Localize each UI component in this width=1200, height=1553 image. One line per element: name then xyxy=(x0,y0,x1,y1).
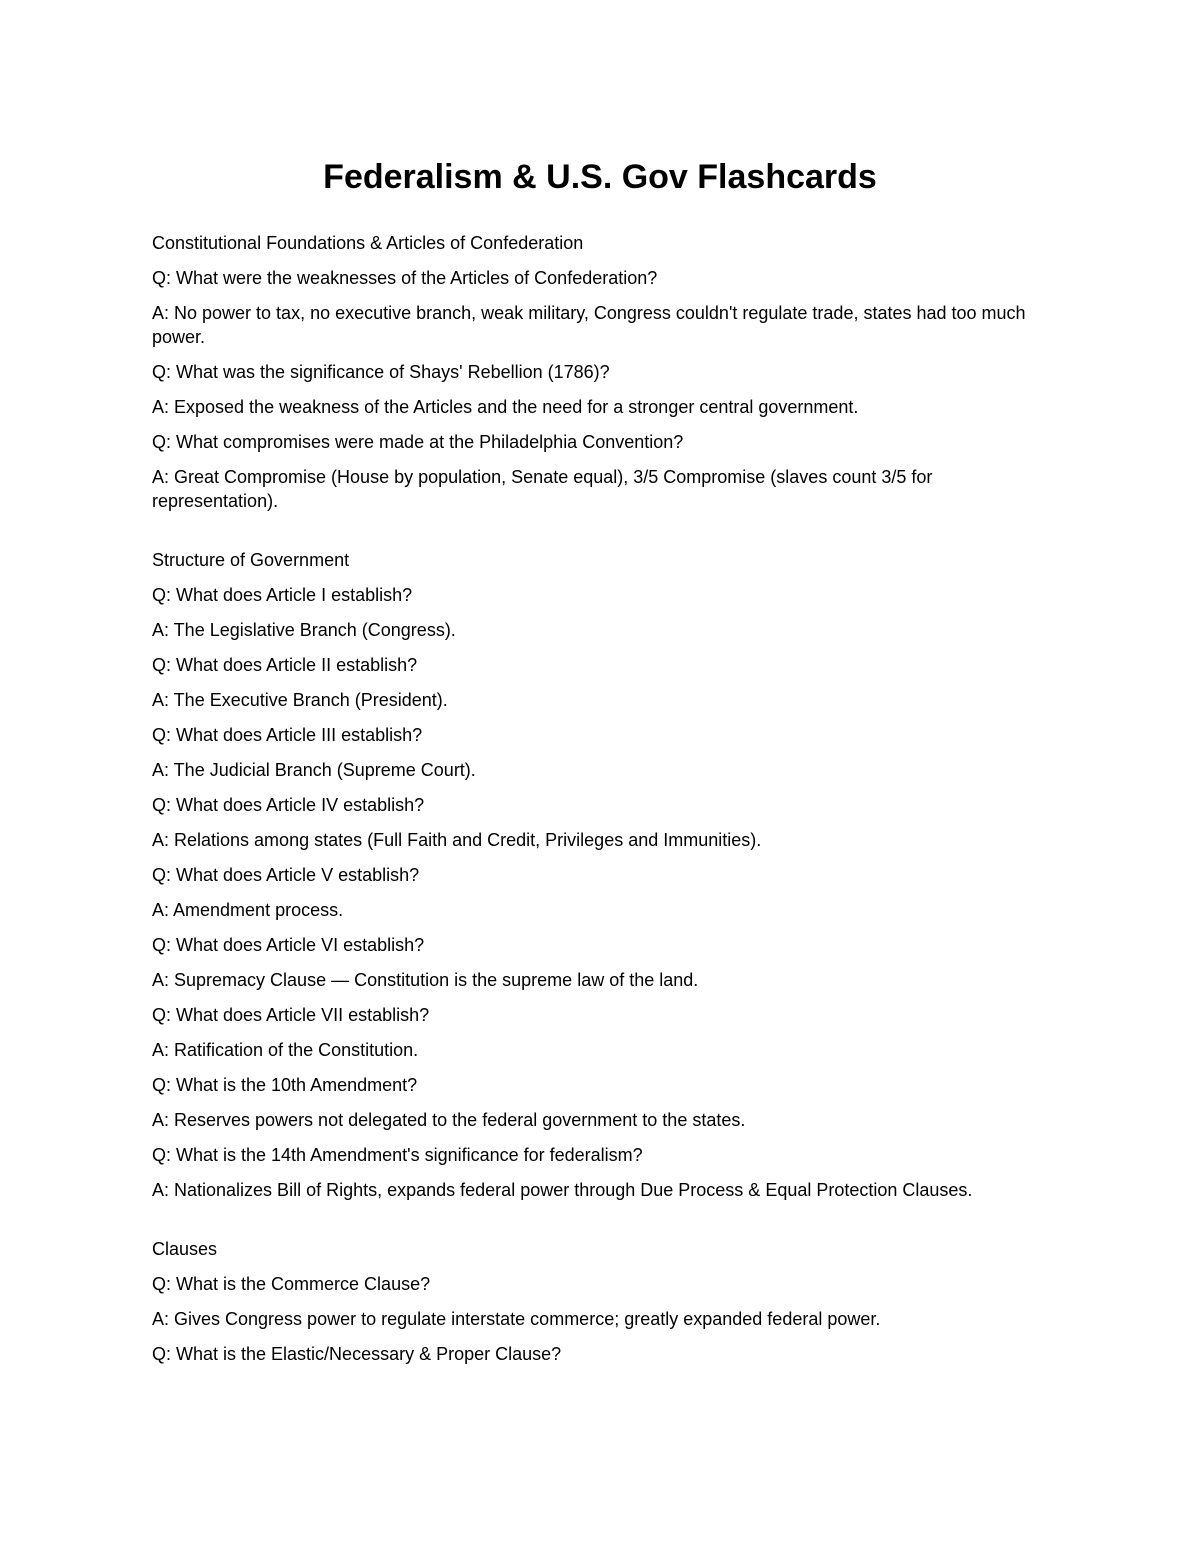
question: Q: What is the Elastic/Necessary & Proper Clause? xyxy=(152,1344,562,1364)
question: Q: What is the 10th Amendment? xyxy=(152,1075,418,1095)
answer: A: The Judicial Branch (Supreme Court). xyxy=(152,760,476,780)
question: Q: What does Article II establish? xyxy=(152,655,418,675)
section-heading: Clauses xyxy=(152,1239,218,1259)
question: Q: What were the weaknesses of the Articles of Confederation? xyxy=(152,268,658,288)
section-structure-of-government xyxy=(152,548,1042,1202)
answer: A: Exposed the weakness of the Articles and the need for a stronger central government. xyxy=(152,397,859,417)
answer: A: Amendment process. xyxy=(152,900,344,920)
answer: A: Gives Congress power to regulate interstate commerce; greatly expanded federal power. xyxy=(152,1309,881,1329)
question: Q: What was the significance of Shays' Rebellion (1786)? xyxy=(152,362,610,382)
question: Q: What compromises were made at the Philadelphia Convention? xyxy=(152,432,684,452)
answer: A: Great Compromise (House by population, Senate equal), 3/5 Compromise (slaves count 3/5 for representation). xyxy=(152,467,933,511)
section-clauses xyxy=(152,1237,1042,1366)
section-constitutional-foundations xyxy=(152,231,1042,513)
question: Q: What does Article III establish? xyxy=(152,725,423,745)
answer: A: The Legislative Branch (Congress). xyxy=(152,620,456,640)
section-heading: Structure of Government xyxy=(152,550,350,570)
question: Q: What does Article IV establish? xyxy=(152,795,425,815)
question: Q: What is the 14th Amendment's significance for federalism? xyxy=(152,1145,643,1165)
question: Q: What does Article VI establish? xyxy=(152,935,425,955)
section-heading: Constitutional Foundations & Articles of Confederation xyxy=(152,233,584,253)
answer: A: Relations among states (Full Faith and Credit, Privileges and Immunities). xyxy=(152,830,762,850)
answer: A: No power to tax, no executive branch, weak military, Congress couldn't regulate trade, states had too much power. xyxy=(152,303,1026,347)
question: Q: What does Article V establish? xyxy=(152,865,420,885)
question: Q: What does Article I establish? xyxy=(152,585,413,605)
answer: A: The Executive Branch (President). xyxy=(152,690,448,710)
question: Q: What does Article VII establish? xyxy=(152,1005,430,1025)
answer: A: Reserves powers not delegated to the federal government to the states. xyxy=(152,1110,746,1130)
answer: A: Nationalizes Bill of Rights, expands federal power through Due Process & Equal Protection Clauses. xyxy=(152,1180,973,1200)
document-title: Federalism & U.S. Gov Flashcards xyxy=(323,158,877,196)
question: Q: What is the Commerce Clause? xyxy=(152,1274,431,1294)
document-body xyxy=(152,231,1042,1366)
answer: A: Supremacy Clause — Constitution is the supreme law of the land. xyxy=(152,970,699,990)
answer: A: Ratification of the Constitution. xyxy=(152,1040,419,1060)
